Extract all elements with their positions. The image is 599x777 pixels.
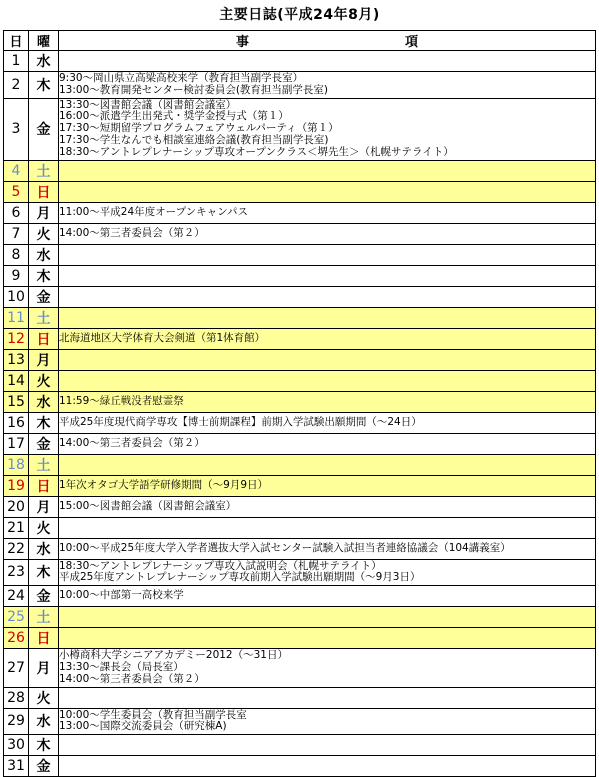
weekday-cell: 土 <box>29 607 59 628</box>
event-item: 14:00～第三者委員会（第２） <box>59 436 205 449</box>
events-cell <box>59 517 596 538</box>
table-row <box>4 98 596 160</box>
day-cell: 9 <box>4 265 29 286</box>
header-events: 事 項 <box>59 31 596 51</box>
day-cell: 13 <box>4 349 29 370</box>
events-cell <box>59 412 596 433</box>
table-row <box>4 756 596 777</box>
day-cell: 2 <box>4 72 29 99</box>
day-cell: 10 <box>4 286 29 307</box>
day-cell: 3 <box>4 98 29 160</box>
diary-table <box>3 30 596 777</box>
table-row <box>4 328 596 349</box>
events-cell <box>59 51 596 72</box>
day-cell: 25 <box>4 607 29 628</box>
weekday-cell: 火 <box>29 517 59 538</box>
weekday-cell: 水 <box>29 391 59 412</box>
table-row <box>4 586 596 607</box>
events-cell <box>59 202 596 223</box>
weekday-cell: 土 <box>29 454 59 475</box>
events-cell <box>59 496 596 517</box>
event-item: 14:00～第三者委員会（第２） <box>59 226 205 239</box>
table-row <box>4 538 596 559</box>
event-item: 16:00～派遣学生出発式・奨学金授与式（第１） <box>59 110 289 123</box>
event-item: 13:30～図書館会議（図書館会議室） <box>59 98 237 111</box>
weekday-cell: 日 <box>29 628 59 649</box>
table-row <box>4 244 596 265</box>
event-item: 13:00～国際交流委員会（研究棟A) <box>59 720 227 733</box>
events-cell <box>59 687 596 708</box>
table-row <box>4 607 596 628</box>
event-item: 14:00～第三者委員会（第２） <box>59 672 205 685</box>
weekday-cell: 水 <box>29 244 59 265</box>
day-cell: 14 <box>4 370 29 391</box>
events-cell <box>59 735 596 756</box>
events-cell <box>59 708 596 735</box>
table-row <box>4 412 596 433</box>
event-item: 18:30～アントレプレナーシップ専攻オープンクラス＜堺先生＞（札幌サテライト） <box>59 145 454 158</box>
weekday-cell: 日 <box>29 328 59 349</box>
day-cell: 30 <box>4 735 29 756</box>
day-cell: 26 <box>4 628 29 649</box>
events-cell <box>59 244 596 265</box>
weekday-cell: 水 <box>29 708 59 735</box>
day-cell: 1 <box>4 51 29 72</box>
events-cell <box>59 223 596 244</box>
day-cell: 19 <box>4 475 29 496</box>
event-item: 平成25年度現代商学専攻【博士前期課程】前期入学試験出願期間（～24日） <box>59 415 422 428</box>
table-row <box>4 72 596 99</box>
weekday-cell: 日 <box>29 475 59 496</box>
day-cell: 6 <box>4 202 29 223</box>
event-item: 1年次オタゴ大学語学研修期間（～9月9日） <box>59 478 269 491</box>
day-cell: 15 <box>4 391 29 412</box>
event-item: 15:00～図書館会議（図書館会議室） <box>59 499 237 512</box>
weekday-cell: 木 <box>29 72 59 99</box>
events-cell <box>59 454 596 475</box>
day-cell: 24 <box>4 586 29 607</box>
weekday-cell: 金 <box>29 586 59 607</box>
day-cell: 4 <box>4 160 29 181</box>
event-item: 17:30～学生なんでも相談室連絡会議(教育担当副学長室) <box>59 133 329 146</box>
weekday-cell: 金 <box>29 286 59 307</box>
events-cell <box>59 433 596 454</box>
day-cell: 23 <box>4 559 29 586</box>
page-title: 主要日誌(平成24年8月) <box>219 7 380 23</box>
day-cell: 11 <box>4 307 29 328</box>
table-row <box>4 559 596 586</box>
event-item: 平成25年度アントレプレナーシップ専攻前期入学試験出願期間（～9月3日） <box>59 571 421 584</box>
event-item: 10:00～学生委員会（教育担当副学長室 <box>59 708 247 721</box>
weekday-cell: 火 <box>29 223 59 244</box>
events-cell <box>59 756 596 777</box>
table-row <box>4 181 596 202</box>
table-row <box>4 51 596 72</box>
header-weekday: 曜 <box>29 31 59 51</box>
events-cell <box>59 328 596 349</box>
weekday-cell: 月 <box>29 496 59 517</box>
weekday-cell: 月 <box>29 349 59 370</box>
events-cell <box>59 475 596 496</box>
events-cell <box>59 370 596 391</box>
weekday-cell: 金 <box>29 433 59 454</box>
events-cell <box>59 160 596 181</box>
events-cell <box>59 628 596 649</box>
day-cell: 5 <box>4 181 29 202</box>
events-cell <box>59 181 596 202</box>
table-row <box>4 649 596 687</box>
weekday-cell: 土 <box>29 160 59 181</box>
header-day: 日 <box>4 31 29 51</box>
events-cell <box>59 586 596 607</box>
day-cell: 22 <box>4 538 29 559</box>
table-row <box>4 454 596 475</box>
weekday-cell: 金 <box>29 98 59 160</box>
day-cell: 7 <box>4 223 29 244</box>
weekday-cell: 水 <box>29 51 59 72</box>
event-item: 10:00～中部第一高校来学 <box>59 589 184 602</box>
event-item: 17:30～短期留学プログラムフェアウェルパーティ（第１） <box>59 122 339 135</box>
events-cell <box>59 98 596 160</box>
table-row <box>4 370 596 391</box>
weekday-cell: 火 <box>29 687 59 708</box>
event-item: 13:30～課長会（局長室） <box>59 660 184 673</box>
table-row <box>4 628 596 649</box>
event-item: 11:00～平成24年度オープンキャンパス <box>59 205 248 218</box>
weekday-cell: 水 <box>29 538 59 559</box>
table-row <box>4 391 596 412</box>
events-cell <box>59 349 596 370</box>
weekday-cell: 木 <box>29 412 59 433</box>
event-item: 13:00～教育開発センター検討委員会(教育担当副学長室) <box>59 83 329 96</box>
table-row <box>4 517 596 538</box>
events-cell <box>59 265 596 286</box>
events-cell <box>59 72 596 99</box>
events-cell <box>59 607 596 628</box>
table-body <box>4 51 596 777</box>
table-row <box>4 496 596 517</box>
table-row <box>4 349 596 370</box>
events-cell <box>59 649 596 687</box>
day-cell: 18 <box>4 454 29 475</box>
event-item: 18:30～アントレプレナーシップ専攻入試説明会（札幌サテライト） <box>59 559 382 572</box>
table-row <box>4 735 596 756</box>
day-cell: 29 <box>4 708 29 735</box>
day-cell: 27 <box>4 649 29 687</box>
table-row <box>4 687 596 708</box>
events-cell <box>59 559 596 586</box>
event-item: 9:30～岡山県立高梁高校来学（教育担当副学長室） <box>59 72 304 84</box>
table-row <box>4 286 596 307</box>
weekday-cell: 土 <box>29 307 59 328</box>
table-row <box>4 475 596 496</box>
event-item: 11:59～緑丘戦没者慰霊祭 <box>59 394 184 407</box>
day-cell: 12 <box>4 328 29 349</box>
table-row <box>4 202 596 223</box>
table-row <box>4 307 596 328</box>
table-row <box>4 160 596 181</box>
events-cell <box>59 307 596 328</box>
day-cell: 28 <box>4 687 29 708</box>
event-item: 小樽商科大学シニアアカデミー2012（～31日） <box>59 649 288 662</box>
day-cell: 21 <box>4 517 29 538</box>
weekday-cell: 木 <box>29 735 59 756</box>
weekday-cell: 木 <box>29 559 59 586</box>
day-cell: 16 <box>4 412 29 433</box>
table-header-row <box>4 31 596 51</box>
day-cell: 31 <box>4 756 29 777</box>
table-row <box>4 708 596 735</box>
weekday-cell: 月 <box>29 202 59 223</box>
weekday-cell: 月 <box>29 649 59 687</box>
weekday-cell: 火 <box>29 370 59 391</box>
day-cell: 17 <box>4 433 29 454</box>
weekday-cell: 木 <box>29 265 59 286</box>
events-cell <box>59 538 596 559</box>
events-cell <box>59 286 596 307</box>
table-row <box>4 265 596 286</box>
table-row <box>4 433 596 454</box>
day-cell: 20 <box>4 496 29 517</box>
weekday-cell: 日 <box>29 181 59 202</box>
event-item: 北海道地区大学体育大会剣道（第1体育館） <box>59 331 266 344</box>
weekday-cell: 金 <box>29 756 59 777</box>
events-cell <box>59 391 596 412</box>
table-row <box>4 223 596 244</box>
event-item: 10:00～平成25年度大学入学者選抜大学入試センター試験入試担当者連絡協議会（104講義室） <box>59 541 511 554</box>
day-cell: 8 <box>4 244 29 265</box>
